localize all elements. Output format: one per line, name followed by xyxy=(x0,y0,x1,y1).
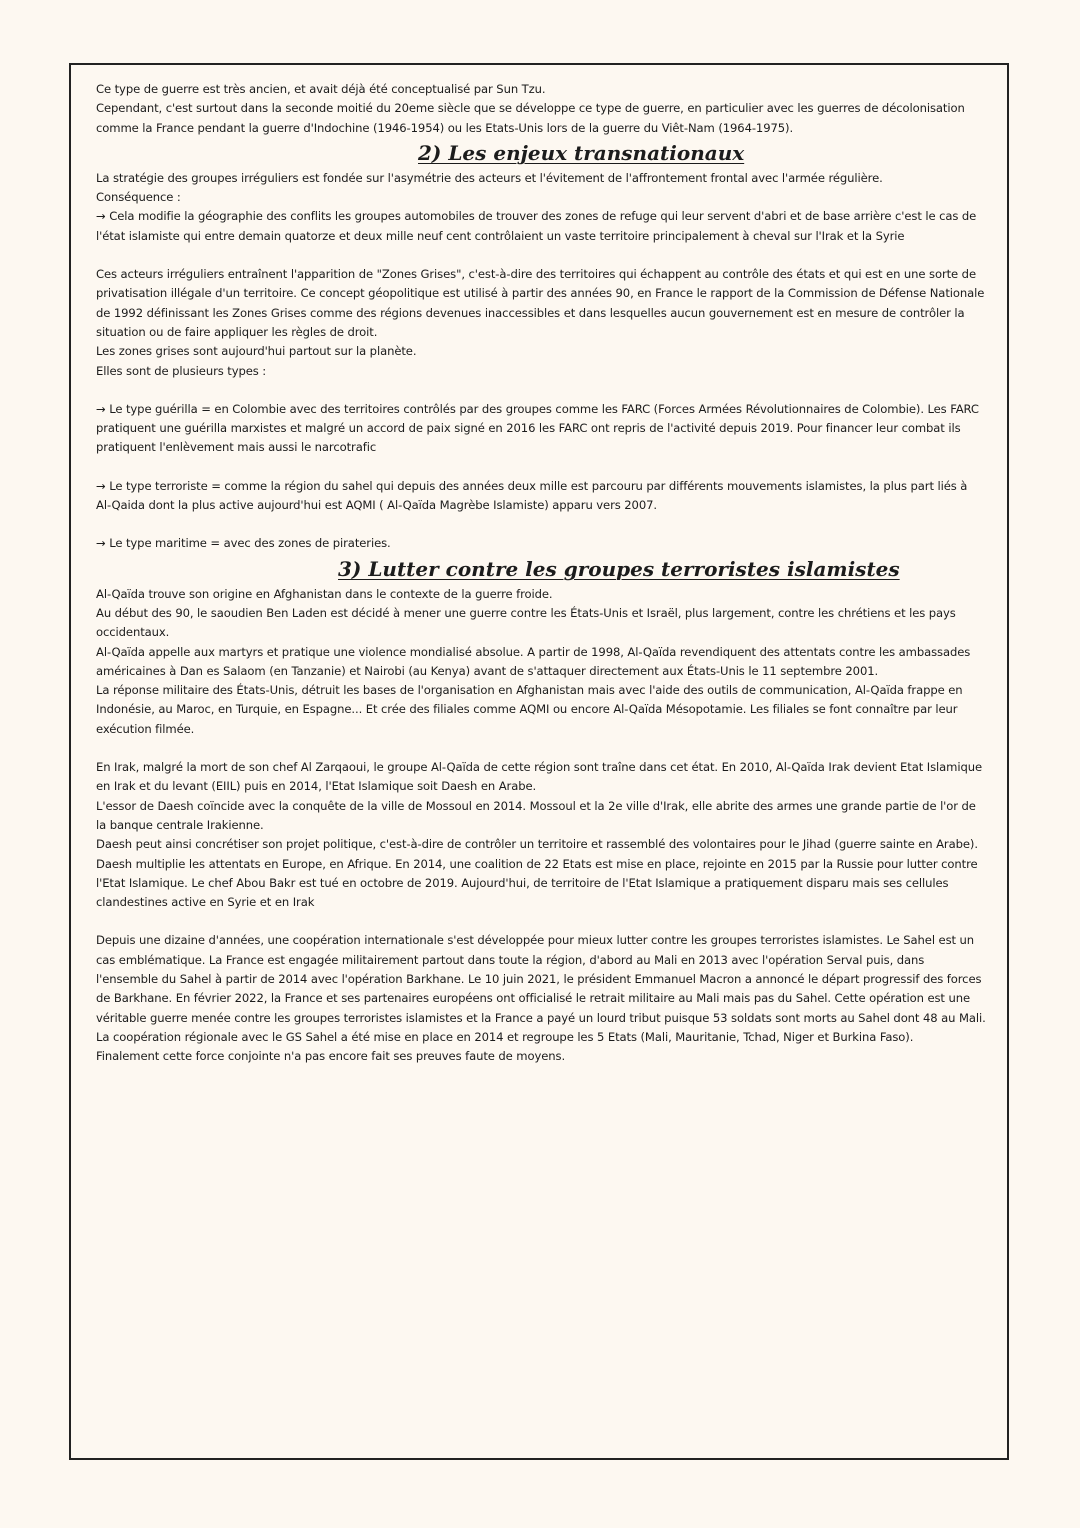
zone-type-terroriste: → Le type terroriste = comme la région du sahel qui depuis des années deux mille est parcouru par différents mouvements islamistes, la plus part liés à Al-Qaida dont la plus active aujourd'hui est AQMI ( Al-Qaïda Magrèbe Islamiste) apparu vers 2007. xyxy=(96,478,968,513)
intro-line-2: Cependant, c'est surtout dans la seconde moitié du 20eme siècle que se développe ce type de guerre, en particulier avec les guerres de décolonisation comme la France pendant la guerre d'Indochine (1946-1954) ou les Etats-Unis lors de la guerre du Viêt-Nam (1964-1975). xyxy=(96,101,965,135)
section-2-paragraph: → Cela modifie la géographie des conflits les groupes automobiles de trouver des zones de refuge qui leur servent d'abri et de base arrière c'est le cas de l'état islamiste qui entre demain quatorze et deux mille neuf cent contrôlaient un vaste territoire principalement à cheval sur l'Irak et la Syrie xyxy=(96,209,977,243)
section-3-paragraph: Daesh peut ainsi concrétiser son projet politique, c'est-à-dire de contrôler un territoire et rassemblé des volontaires pour le Jihad (guerre sainte en Arabe). Daesh multiplie les attentats en Europe, en Afrique. En 2014, une coalition de 22 Etats est mise en place, rejointe en 2015 par la Russie pour lutter contre l'Etat Islamique. Le chef Abou Bakr est tué en octobre de 2019. Aujourd'hui, de territoire de l'Etat Islamique a pratiquement disparu mais ses cellules clandestines active en Syrie et en Irak xyxy=(96,837,978,910)
section-2-paragraph: Ces acteurs irréguliers entraînent l'apparition de "Zones Grises", c'est-à-dire des territoires qui échappent au contrôle des états et qui est en une sorte de privatisation illégale d'un territoire. Ce concept géopolitique est utilisé à partir des années 90, en France le rapport de la Commission de Défense Nationale de 1992 définissant les Zones Grises comme des régions devenues inaccessibles et dans lesquelles aucun gouvernement est en mesure de contrôler la situation ou de faire appliquer les règles de droit. xyxy=(96,267,985,339)
intro-line-1: Ce type de guerre est très ancien, et avait déjà été conceptualisé par Sun Tzu. xyxy=(96,82,546,96)
section-3-paragraph: Al-Qaïda trouve son origine en Afghanistan dans le contexte de la guerre froide. xyxy=(96,586,553,601)
section-3-paragraph: Au début des 90, le saoudien Ben Laden est décidé à mener une guerre contre les États-Unis et Israël, plus largement, contre les chrétiens et les pays occidentaux. xyxy=(96,605,956,640)
zone-type-maritime: → Le type maritime = avec des zones de pirateries. xyxy=(96,536,391,551)
section-3-paragraph: En Irak, malgré la mort de son chef Al Zarqaoui, le groupe Al-Qaïda de cette région sont traîne dans cet état. En 2010, Al-Qaïda Irak devient Etat Islamique en Irak et du levant (EIIL) puis en 2014, l'Etat Islamique soit Daesh en Arabe. xyxy=(96,760,982,794)
section-2-paragraph: Conséquence : xyxy=(96,190,181,205)
zone-type-guerilla: → Le type guérilla = en Colombie avec des territoires contrôlés par des groupes comme les FARC (Forces Armées Révolutionnaires de Colombie). Les FARC pratiquent une guérilla marxistes et malgré un accord de paix signé en 2016 les FARC ont repris de l'activité depuis 2019. Pour financer leur combat ils pratiquent l'enlèvement mais aussi le narcotrafic xyxy=(96,401,979,455)
section-3-title: 3) Lutter contre les groupes terroristes islamistes xyxy=(338,556,900,581)
document-body xyxy=(96,80,986,1066)
section-2-paragraph: Les zones grises sont aujourd'hui partout sur la planète. xyxy=(96,344,417,359)
section-2-title: 2) Les enjeux transnationaux xyxy=(418,140,745,165)
section-3-paragraph: Al-Qaïda appelle aux martyrs et pratique une violence mondialisé absolue. A partir de 1998, Al-Qaïda revendiquent des attentats contre les ambassades américaines à Dan es Salaom (en Tanzanie) et Nairobi (au Kenya) avant de s'attaquer directement aux États-Unis le 11 septembre 2001. xyxy=(96,644,971,678)
section-2-paragraph: Elles sont de plusieurs types : xyxy=(96,363,267,378)
section-2-paragraph: La stratégie des groupes irréguliers est fondée sur l'asymétrie des acteurs et l'évitement de l'affrontement frontal avec l'armée régulière. xyxy=(96,170,883,185)
section-3-paragraph: La réponse militaire des États-Unis, détruit les bases de l'organisation en Afghanistan mais avec l'aide des outils de communication, Al-Qaïda frappe en Indonésie, au Maroc, en Turquie, en Espagne... Et crée des filiales comme AQMI ou encore Al-Qaïda Mésopotamie. Les filiales se font connaître par leur exécution filmée. xyxy=(96,683,963,736)
section-3-paragraph: L'essor de Daesh coïncide avec la conquête de la ville de Mossoul en 2014. Mossoul et la 2e ville d'Irak, elle abrite des armes une grande partie de l'or de la banque centrale Irakienne. xyxy=(96,798,976,832)
section-3-paragraph: Depuis une dizaine d'années, une coopération internationale s'est développée pour mieux lutter contre les groupes terroristes islamistes. Le Sahel est un cas emblématique. La France est engagée militairement partout dans toute la région, d'abord au Mali en 2013 avec l'opération Serval puis, dans l'ensemble du Sahel à partir de 2014 avec l'opération Barkhane. Le 10 juin 2021, le président Emmanuel Macron a annoncé le départ progressif des forces de Barkhane. En février 2022, la France et ses partenaires européens ont officialisé le retrait militaire au Mali mais pas du Sahel. Cette opération est une véritable guerre menée contre les groupes terroristes islamistes et la France a payé un lourd tribut puisque 53 soldats sont morts au Sahel dont 48 au Mali. La coopération régionale avec le GS Sahel a été mise en place en 2014 et regroupe les 5 Etats (Mali, Mauritanie, Tchad, Niger et Burkina Faso). xyxy=(96,933,986,1044)
section-3-paragraph: Finalement cette force conjointe n'a pas encore fait ses preuves faute de moyens. xyxy=(96,1049,566,1064)
